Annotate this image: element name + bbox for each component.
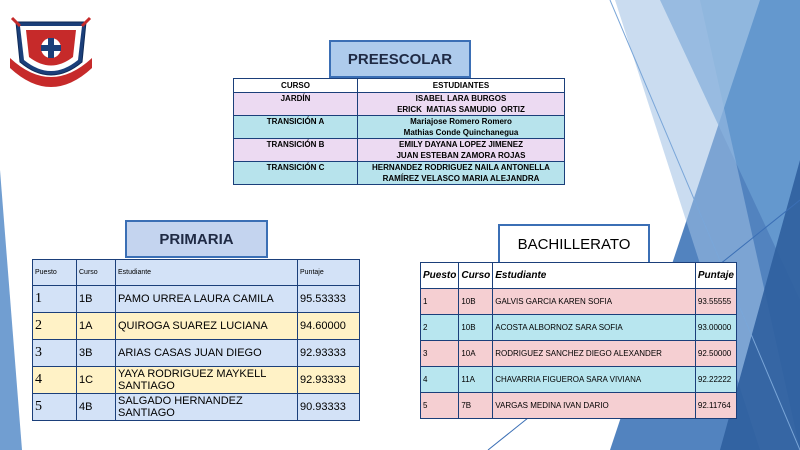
- puntaje-cell: 92.93333: [298, 367, 360, 394]
- table-row: [421, 341, 737, 367]
- student-name: JUAN ESTEBAN ZAMORA ROJAS: [396, 151, 526, 160]
- estudiante-cell: SALGADO HERNANDEZ SANTIAGO: [116, 394, 298, 421]
- estudiante-cell: PAMO URREA LAURA CAMILA: [116, 286, 298, 313]
- preescolar-title: PREESCOLAR: [329, 40, 471, 78]
- student-name: ISABEL LARA BURGOS: [415, 94, 507, 103]
- header-estudiante: Estudiante: [493, 263, 696, 289]
- header-puntaje: Puntaje: [695, 263, 736, 289]
- puntaje-cell: 93.55555: [695, 289, 736, 315]
- student-name: RAMÍREZ VELASCO MARIA ALEJANDRA: [382, 174, 540, 183]
- table-row: [234, 93, 565, 116]
- table-row: [421, 393, 737, 419]
- school-crest-icon: [10, 14, 92, 92]
- puesto-cell: 2: [421, 315, 459, 341]
- estudiantes-cell: [358, 116, 565, 139]
- curso-cell: 3B: [77, 340, 116, 367]
- table-header-row: [421, 263, 737, 289]
- curso-cell: 10B: [459, 289, 493, 315]
- estudiante-cell: GALVIS GARCIA KAREN SOFIA: [493, 289, 696, 315]
- header-curso: Curso: [459, 263, 493, 289]
- table-row: [33, 286, 360, 313]
- puesto-cell: 5: [421, 393, 459, 419]
- curso-cell: 1C: [77, 367, 116, 394]
- puntaje-cell: 95.53333: [298, 286, 360, 313]
- header-puesto: Puesto: [33, 260, 77, 286]
- puesto-cell: 4: [33, 367, 77, 394]
- estudiante-cell: YAYA RODRIGUEZ MAYKELL SANTIAGO: [116, 367, 298, 394]
- preescolar-table: [233, 78, 565, 185]
- table-row: [421, 315, 737, 341]
- estudiante-cell: QUIROGA SUAREZ LUCIANA: [116, 313, 298, 340]
- puntaje-cell: 90.93333: [298, 394, 360, 421]
- curso-cell: 4B: [77, 394, 116, 421]
- table-row: [234, 139, 565, 162]
- student-name: Mariajose Romero Romero: [410, 117, 512, 126]
- puntaje-cell: 92.93333: [298, 340, 360, 367]
- puesto-cell: 2: [33, 313, 77, 340]
- estudiantes-cell: [358, 139, 565, 162]
- student-name: HERNANDEZ RODRIGUEZ NAILA ANTONELLA: [372, 163, 550, 172]
- header-curso: CURSO: [234, 79, 358, 93]
- estudiantes-cell: [358, 93, 565, 116]
- curso-cell: 10A: [459, 341, 493, 367]
- curso-cell: TRANSICIÓN C: [234, 162, 358, 185]
- primaria-title: PRIMARIA: [125, 220, 268, 258]
- curso-cell: 10B: [459, 315, 493, 341]
- primaria-table: [32, 259, 360, 421]
- bachillerato-table: [420, 262, 737, 419]
- puntaje-cell: 93.00000: [695, 315, 736, 341]
- estudiante-cell: RODRIGUEZ SANCHEZ DIEGO ALEXANDER: [493, 341, 696, 367]
- puesto-cell: 5: [33, 394, 77, 421]
- header-curso: Curso: [77, 260, 116, 286]
- table-row: [33, 394, 360, 421]
- table-row: [421, 367, 737, 393]
- table-row: [33, 367, 360, 394]
- estudiante-cell: ARIAS CASAS JUAN DIEGO: [116, 340, 298, 367]
- puntaje-cell: 94.60000: [298, 313, 360, 340]
- estudiante-cell: VARGAS MEDINA IVAN DARIO: [493, 393, 696, 419]
- puesto-cell: 3: [421, 341, 459, 367]
- header-estudiante: Estudiante: [116, 260, 298, 286]
- puntaje-cell: 92.50000: [695, 341, 736, 367]
- estudiantes-cell: [358, 162, 565, 185]
- puesto-cell: 4: [421, 367, 459, 393]
- bachillerato-title: BACHILLERATO: [498, 224, 650, 264]
- curso-cell: JARDÍN: [234, 93, 358, 116]
- table-header-row: [234, 79, 565, 93]
- puntaje-cell: 92.11764: [695, 393, 736, 419]
- table-row: [234, 116, 565, 139]
- table-row: [421, 289, 737, 315]
- curso-cell: 11A: [459, 367, 493, 393]
- estudiante-cell: CHAVARRIA FIGUEROA SARA VIVIANA: [493, 367, 696, 393]
- puesto-cell: 1: [421, 289, 459, 315]
- student-name: Mathias Conde Quinchanegua: [403, 128, 519, 137]
- student-name: ERICK MATIAS SAMUDIO ORTIZ: [397, 105, 525, 114]
- table-row: [33, 313, 360, 340]
- curso-cell: 7B: [459, 393, 493, 419]
- header-puntaje: Puntaje: [298, 260, 360, 286]
- estudiante-cell: ACOSTA ALBORNOZ SARA SOFIA: [493, 315, 696, 341]
- curso-cell: TRANSICIÓN A: [234, 116, 358, 139]
- curso-cell: TRANSICIÓN B: [234, 139, 358, 162]
- table-row: [234, 162, 565, 185]
- curso-cell: 1A: [77, 313, 116, 340]
- puesto-cell: 1: [33, 286, 77, 313]
- header-estudiantes: ESTUDIANTES: [358, 79, 565, 93]
- table-header-row: [33, 260, 360, 286]
- table-row: [33, 340, 360, 367]
- student-name: EMILY DAYANA LOPEZ JIMENEZ: [398, 140, 524, 149]
- header-puesto: Puesto: [421, 263, 459, 289]
- puntaje-cell: 92.22222: [695, 367, 736, 393]
- curso-cell: 1B: [77, 286, 116, 313]
- puesto-cell: 3: [33, 340, 77, 367]
